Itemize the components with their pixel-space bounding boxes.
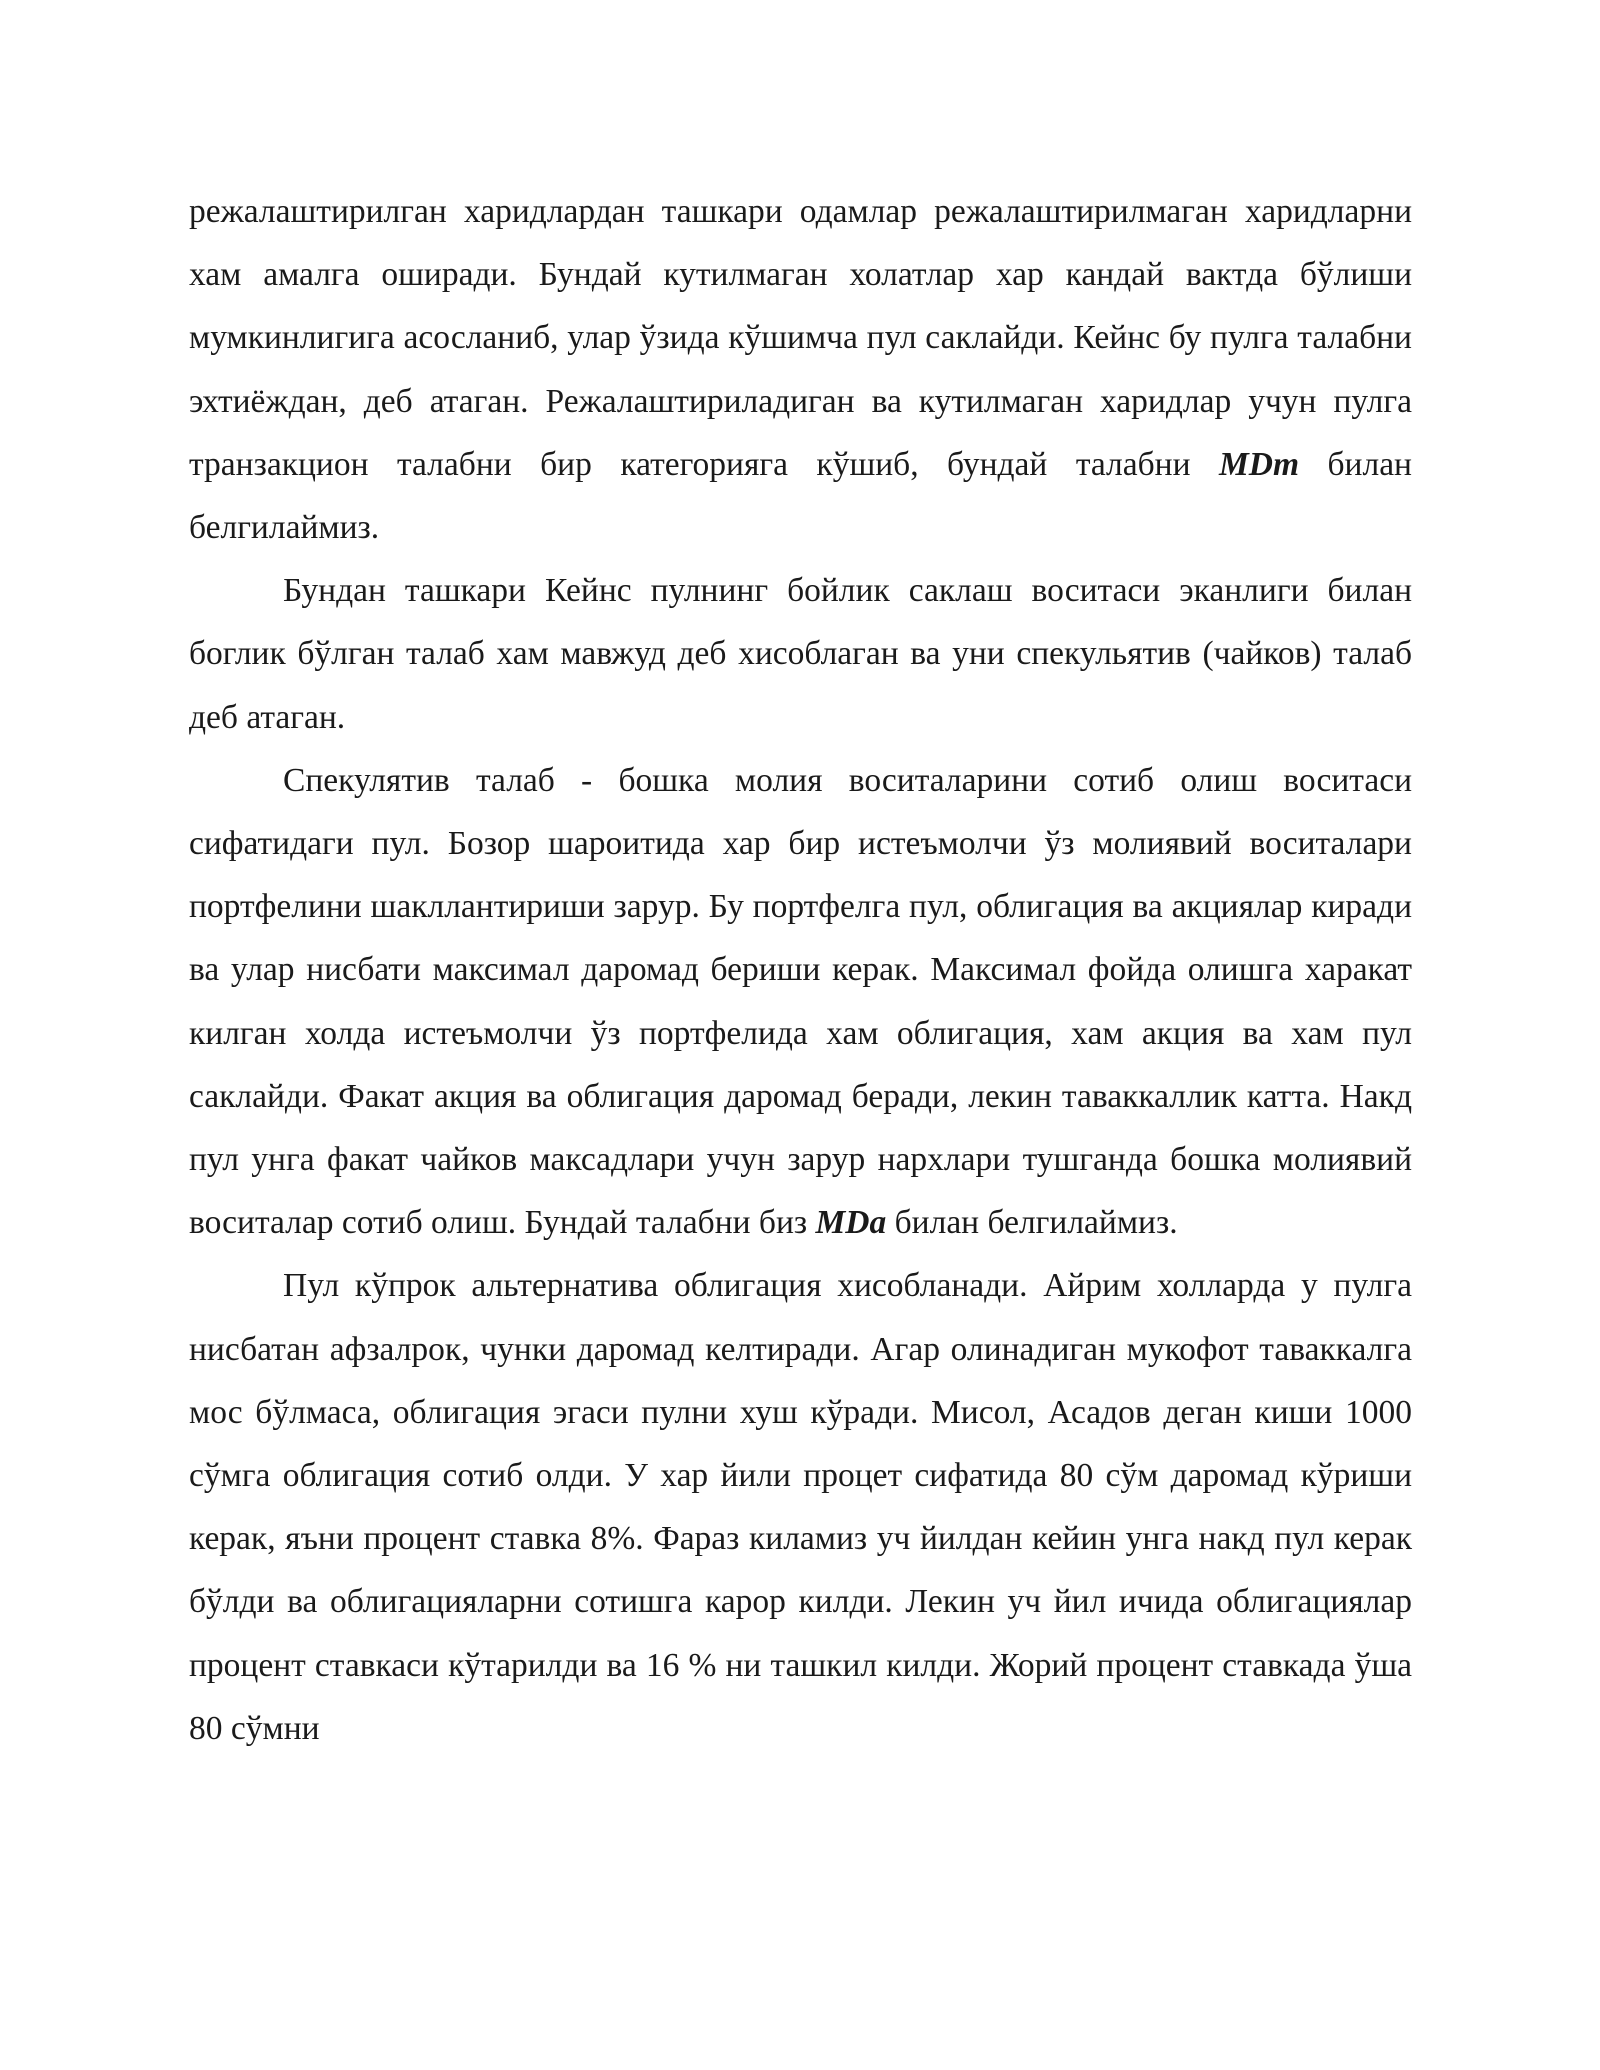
paragraph-3-text-a: Спекулятив талаб - бошка молия воситаларини сотиб олиш воситаси сифатидаги пул. Бозор шароитида хар бир истеъмолчи ўз молиявий воситалари портфелини шакллантириши зарур. Бу портфелга пул, облигация ва акциялар киради ва улар нисбати максимал даромад бериши керак. Максимал фойда олишга харакат килган холда истеъмолчи ўз портфелида хам облигация, хам акция ва хам пул саклайди. Факат акция ва облигация даромад беради, лекин таваккаллик катта. Накд пул унга факат чайков максадлари учун зарур нархлари тушганда бошка молиявий воситалар сотиб олиш. Бундай талабни биз xyxy=(189,761,1412,1242)
paragraph-3 xyxy=(189,749,1412,1255)
paragraph-4 xyxy=(189,1254,1412,1760)
body-text xyxy=(189,180,1412,1760)
paragraph-1 xyxy=(189,180,1412,559)
paragraph-3-text-b: билан белгилаймиз. xyxy=(886,1204,1178,1242)
paragraph-4-text: Пул кўпрок альтернатива облигация хисобланади. Айрим холларда у пулга нисбатан афзалрок, чунки даромад келтиради. Агар олинадиган мукофот таваккалга мос бўлмаса, облигация эгаси пулни хуш кўради. Мисол, Асадов деган киши 1000 сўмга облигация сотиб олди. У хар йили процет сифатида 80 сўм даромад кўриши керак, яъни процент ставка 8%. Фараз киламиз уч йилдан кейин унга накд пул керак бўлди ва облигацияларни сотишга карор килди. Лекин уч йил ичида облигациялар процент ставкаси кўтарилди ва 16 % ни ташкил килди. Жорий процент ставкада ўша 80 сўмни xyxy=(189,1267,1412,1747)
paragraph-2 xyxy=(189,559,1412,749)
symbol-mdm: MDm xyxy=(1218,445,1300,483)
paragraph-2-text: Бундан ташкари Кейнс пулнинг бойлик саклаш воситаси эканлиги билан боглик бўлган талаб хам мавжуд деб хисоблаган ва уни спекульятив (чайков) талаб деб атаган. xyxy=(189,572,1412,736)
paragraph-1-text-b: билан белгилаймиз. xyxy=(189,445,1412,547)
symbol-mda: MDa xyxy=(815,1204,887,1242)
paragraph-1-text-a: режалаштирилган харидлардан ташкари одамлар режалаштирилмаган харидларни хам амалга оширади. Бундай кутилмаган холатлар хар кандай вактда бўлиши мумкинлигига асосланиб, улар ўзида кўшимча пул саклайди. Кейнс бу пулга талабни эхтиёждан, деб атаган. Режалаштириладиган ва кутилмаган харидлар учун пулга транзакцион талабни бир категорияга кўшиб, бундай талабни xyxy=(189,193,1412,483)
